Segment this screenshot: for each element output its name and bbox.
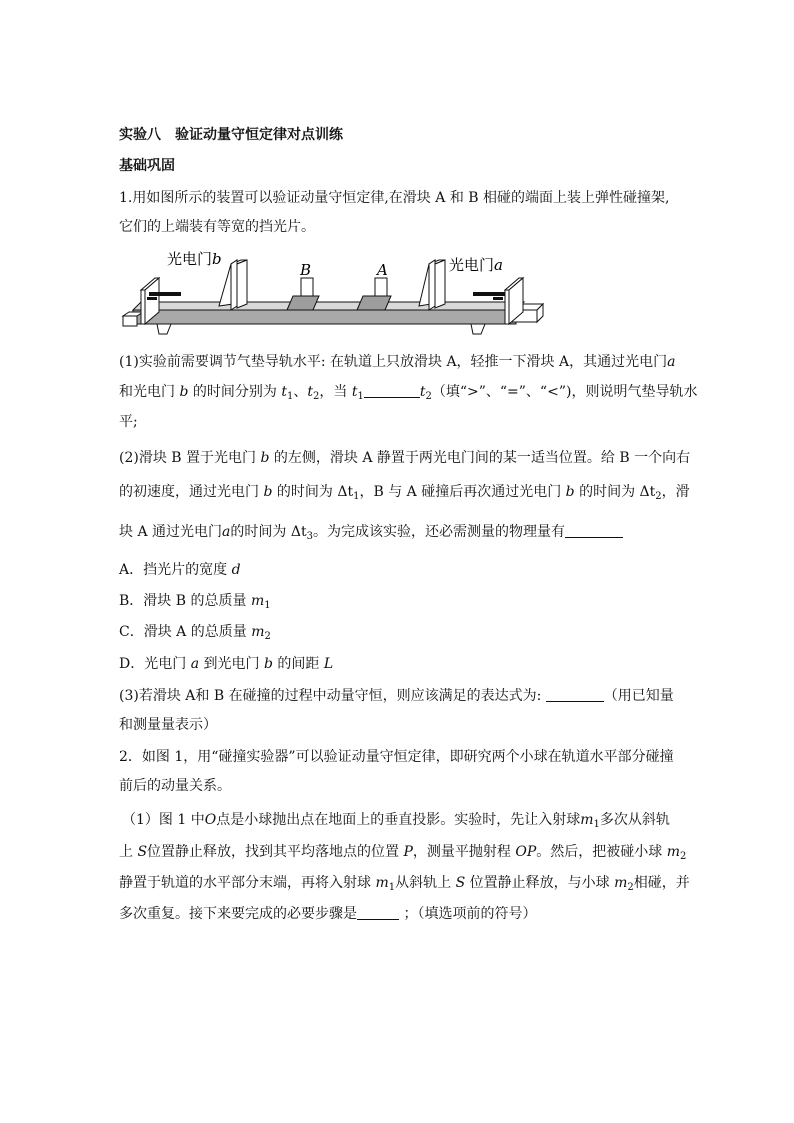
q1-part2-line1: (2)滑块 B 置于光电门 b 的左侧，滑块 A 静置于两光电门间的某一适当位置。给 B 一个向右 [119,450,691,466]
left-spring-bar [149,292,181,296]
block-b-base [287,296,319,310]
block-a-flag [375,278,387,296]
gate-a-arm [429,260,435,310]
gate-a-label: 光电门a [449,256,503,274]
answer-blank-3[interactable] [546,687,604,702]
q1-part3-line2: 和测量量表示） [119,717,217,733]
option-d: D．光电门 a 到光电门 b 的间距 L [119,656,334,672]
q1-part2-line2: 的初速度，通过光电门 b 的时间为 $\Delta t_1$，B 与 A 碰撞后再次通过光电门 b 的时间为 $\Delta t_2$，滑 [119,484,690,502]
answer-blank-4[interactable] [357,905,399,920]
section-heading: 基础巩固 [119,158,175,174]
q2-line1: 2．如图 1，用“碰撞实验器”可以验证动量守恒定律，即研究两个小球在轨道水平部分碰撞 [119,749,674,765]
option-c: C．滑块 A 的总质量 $m_2$ [119,624,271,642]
doc-title: 实验八 验证动量守恒定律对点训练 [119,127,343,143]
right-spring-base [493,297,503,300]
q1-part2-line3: 块 A 通过光电门a的时间为 $\Delta t_3$。为完成该实验，还必需测量的物理量有 [119,522,623,542]
right-leg [471,324,485,334]
q2-step1-line1: （1）图 1 中O点是小球抛出点在地面上的垂直投影。实验时，先让入射球$m_1$多次从斜轨 [122,812,670,830]
block-b-flag [301,278,313,296]
q1-part1-line2: 和光电门 b 的时间分别为 $t_1$、$t_2$，当 $t_1$ $t_2$（填“>”、“=”、“<”)，则说明气垫导轨水 [119,384,698,402]
block-b-label: B [300,261,312,279]
q2-line2: 前后的动量关系。 [119,778,231,794]
answer-blank-2[interactable] [565,523,623,538]
left-bracket-post [141,290,145,324]
option-a: A．挡光片的宽度 d [119,562,241,578]
q1-part1-line3: 平; [119,414,138,430]
gate-b-arm [231,260,237,310]
q2-step1-line4: 多次重复。接下来要完成的必要步骤是 ；（填选项前的符号） [119,906,537,922]
right-bracket-post [505,290,509,324]
q1-line2: 它们的上端装有等宽的挡光片。 [119,219,315,235]
q1-part3-line1: (3)若滑块 A和 B 在碰撞的过程中动量守恒，则应该满足的表达式为: （用已知量 [119,688,674,704]
left-base-block [123,316,137,326]
answer-blank-1[interactable] [364,383,420,398]
left-spring-base [147,297,157,300]
block-a-base [357,296,391,310]
q2-step1-line3: 静置于轨道的水平部分末端，再将入射球 $m_1$从斜轨上 S 位置静止释放，与小球 $m_2$相碰，并 [119,875,690,893]
right-spring-bar [473,292,505,296]
block-a-label: A [377,261,388,279]
gate-b-label: 光电门b [167,250,222,268]
gate-b-right [237,260,247,308]
rail-top [133,302,524,310]
air-track-figure [119,250,549,342]
q1-part1-line1: (1)实验前需要调节气垫导轨水平: 在轨道上只放滑块 A，轻推一下滑块 A，其通过光电门a [119,354,676,370]
gate-a-right [435,260,445,308]
q2-step1-line2: 上 S位置静止释放，找到其平均落地点的位置 P，测量平抛射程 OP。然后，把被碰小球 $m_2$ [119,844,687,862]
air-track-diagram [119,250,549,342]
left-leg [157,324,171,334]
option-b: B．滑块 B 的总质量 $m_1$ [119,593,271,611]
rail-front [133,310,516,324]
q1-line1: 1.用如图所示的装置可以验证动量守恒定律,在滑块 A 和 B 相碰的端面上装上弹性碰撞架, [119,190,670,206]
